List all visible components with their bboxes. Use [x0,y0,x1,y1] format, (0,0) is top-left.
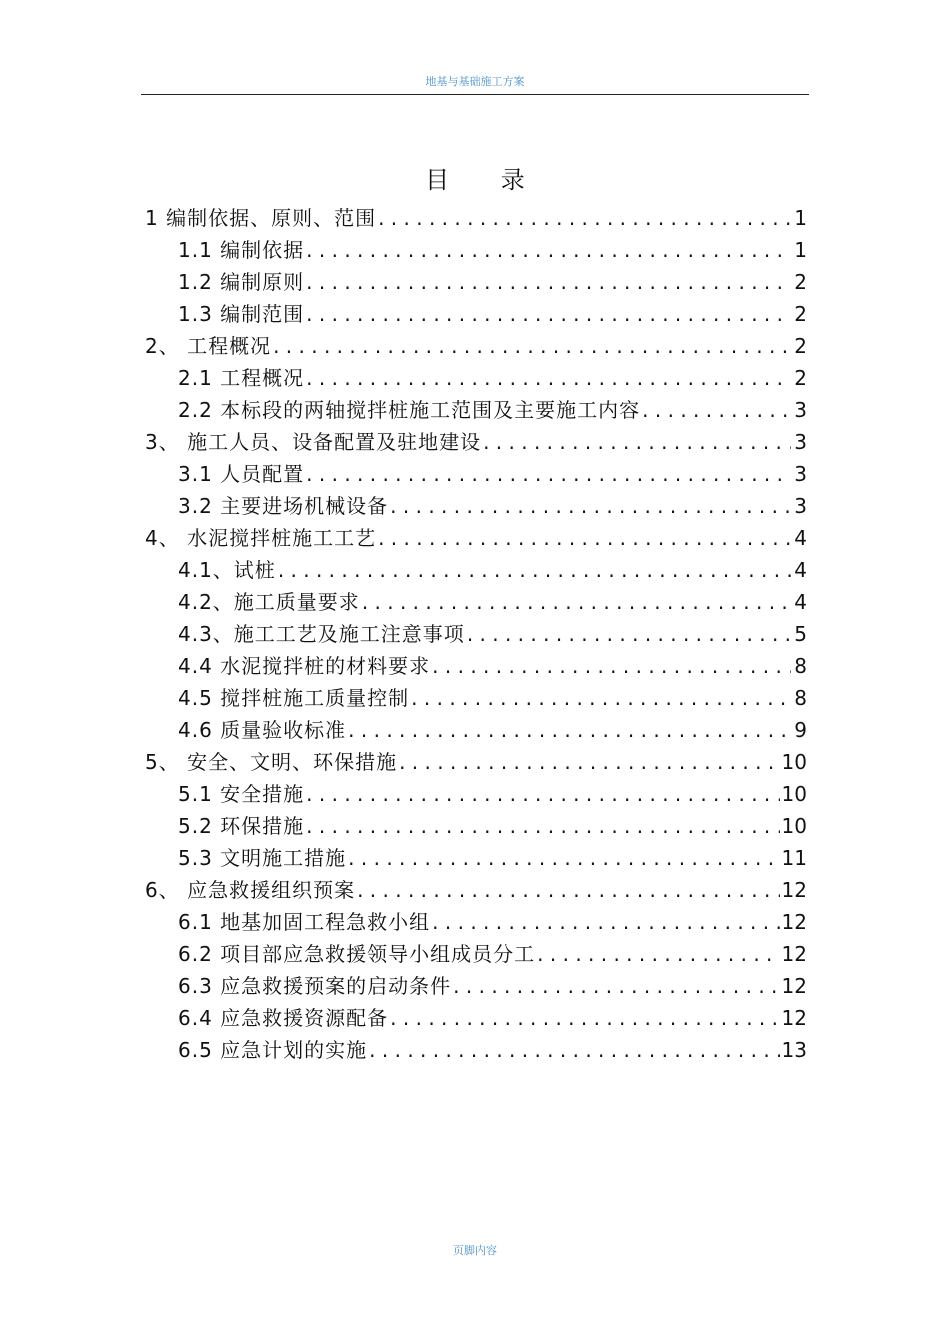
toc-entry-page-number: 2 [794,366,807,390]
toc-entry[interactable] [145,490,807,522]
toc-entry[interactable] [145,746,807,778]
toc-leader-dots [306,234,791,266]
toc-entry[interactable] [145,970,807,1002]
page-footer: 页脚内容 [453,1244,497,1257]
toc-entry-label: 1.2 编制原则 [178,270,305,294]
toc-entry-page-number: 1 [794,238,807,262]
toc-entry-page-number: 12 [781,942,807,966]
toc-entry-page-number: 1 [794,206,807,230]
toc-entry[interactable] [145,906,807,938]
toc-entry-label: 5.2 环保措施 [178,814,305,838]
toc-entry-page-number: 2 [794,270,807,294]
toc-leader-dots [483,426,791,458]
toc-entry[interactable] [145,394,807,426]
toc-entry-label: 2.1 工程概况 [178,366,305,390]
toc-leader-dots [390,490,791,522]
toc-entry-label: 2、 工程概况 [145,334,272,358]
toc-leader-dots [273,330,791,362]
toc-entry-label: 3.2 主要进场机械设备 [178,494,389,518]
toc-leader-dots [432,650,791,682]
toc-entry[interactable] [145,618,807,650]
toc-leader-dots [390,1002,779,1034]
table-of-contents [145,202,807,1066]
toc-entry-page-number: 10 [781,814,807,838]
toc-entry-page-number: 12 [781,878,807,902]
toc-entry[interactable] [145,650,807,682]
toc-leader-dots [378,522,791,554]
toc-leader-dots [399,746,779,778]
toc-leader-dots [642,394,791,426]
toc-entry-label: 4、 水泥搅拌桩施工工艺 [145,526,377,550]
toc-entry-page-number: 11 [781,846,807,870]
toc-leader-dots [306,458,791,490]
toc-entry[interactable] [145,458,807,490]
toc-entry[interactable] [145,1002,807,1034]
page-header [141,70,809,95]
toc-entry-label: 6、 应急救援组织预案 [145,878,356,902]
toc-entry[interactable] [145,938,807,970]
toc-leader-dots [453,970,779,1002]
toc-leader-dots [537,938,779,970]
toc-entry-page-number: 2 [794,334,807,358]
toc-leader-dots [362,586,791,618]
toc-leader-dots [306,362,791,394]
toc-leader-dots [306,298,791,330]
toc-leader-dots [306,810,779,842]
toc-leader-dots [306,266,791,298]
toc-entry[interactable] [145,426,807,458]
toc-entry-page-number: 13 [781,1038,807,1062]
toc-leader-dots [357,874,779,906]
toc-leader-dots [378,202,791,234]
toc-entry-label: 2.2 本标段的两轴搅拌桩施工范围及主要施工内容 [178,398,641,422]
toc-entry[interactable] [145,522,807,554]
toc-leader-dots [467,618,791,650]
toc-entry-label: 6.3 应急救援预案的启动条件 [178,974,452,998]
toc-leader-dots [306,778,779,810]
toc-entry[interactable] [145,330,807,362]
header-title: 地基与基础施工方案 [425,75,525,88]
toc-entry-page-number: 3 [794,398,807,422]
toc-entry[interactable] [145,234,807,266]
toc-entry-label: 6.2 项目部应急救援领导小组成员分工 [178,942,536,966]
toc-entry-label: 6.1 地基加固工程急救小组 [178,910,431,934]
toc-entry[interactable] [145,202,807,234]
toc-entry-page-number: 3 [794,462,807,486]
toc-entry[interactable] [145,362,807,394]
toc-entry-page-number: 4 [794,590,807,614]
toc-entry-page-number: 12 [781,910,807,934]
toc-entry[interactable] [145,874,807,906]
toc-entry-page-number: 5 [794,622,807,646]
toc-entry-page-number: 12 [781,974,807,998]
toc-entry-label: 6.5 应急计划的实施 [178,1038,368,1062]
toc-entry[interactable] [145,1034,807,1066]
toc-entry-page-number: 12 [781,1006,807,1030]
toc-entry[interactable] [145,554,807,586]
toc-entry[interactable] [145,810,807,842]
toc-entry[interactable] [145,842,807,874]
toc-entry[interactable] [145,682,807,714]
toc-entry-label: 5.3 文明施工措施 [178,846,347,870]
toc-leader-dots [348,714,791,746]
toc-entry[interactable] [145,778,807,810]
toc-entry-label: 5.1 安全措施 [178,782,305,806]
toc-entry-label: 5、 安全、文明、环保措施 [145,750,398,774]
toc-entry-page-number: 3 [794,430,807,454]
toc-entry-page-number: 10 [781,750,807,774]
toc-entry-label: 1 编制依据、原则、范围 [145,206,377,230]
toc-entry-label: 4.6 质量验收标准 [178,718,347,742]
toc-entry-page-number: 8 [794,686,807,710]
toc-entry-page-number: 9 [794,718,807,742]
toc-entry-label: 4.3、施工工艺及施工注意事项 [178,622,465,646]
toc-entry[interactable] [145,266,807,298]
toc-entry-label: 4.1、试桩 [178,558,276,582]
toc-entry[interactable] [145,298,807,330]
toc-title: 目 录 [425,166,547,194]
toc-entry[interactable] [145,714,807,746]
toc-entry-page-number: 8 [794,654,807,678]
toc-entry-label: 3.1 人员配置 [178,462,305,486]
toc-entry-label: 6.4 应急救援资源配备 [178,1006,389,1030]
toc-leader-dots [278,554,791,586]
toc-entry-label: 3、 施工人员、设备配置及驻地建设 [145,430,482,454]
toc-leader-dots [411,682,791,714]
toc-leader-dots [348,842,779,874]
toc-entry-label: 1.1 编制依据 [178,238,305,262]
toc-entry-label: 4.4 水泥搅拌桩的材料要求 [178,654,431,678]
toc-leader-dots [369,1034,779,1066]
toc-entry-page-number: 4 [794,526,807,550]
toc-entry-label: 1.3 编制范围 [178,302,305,326]
toc-leader-dots [432,906,779,938]
toc-entry-page-number: 2 [794,302,807,326]
toc-entry-page-number: 4 [794,558,807,582]
toc-entry-label: 4.2、施工质量要求 [178,590,360,614]
toc-entry-label: 4.5 搅拌桩施工质量控制 [178,686,410,710]
toc-entry-page-number: 10 [781,782,807,806]
toc-entry[interactable] [145,586,807,618]
toc-entry-page-number: 3 [794,494,807,518]
